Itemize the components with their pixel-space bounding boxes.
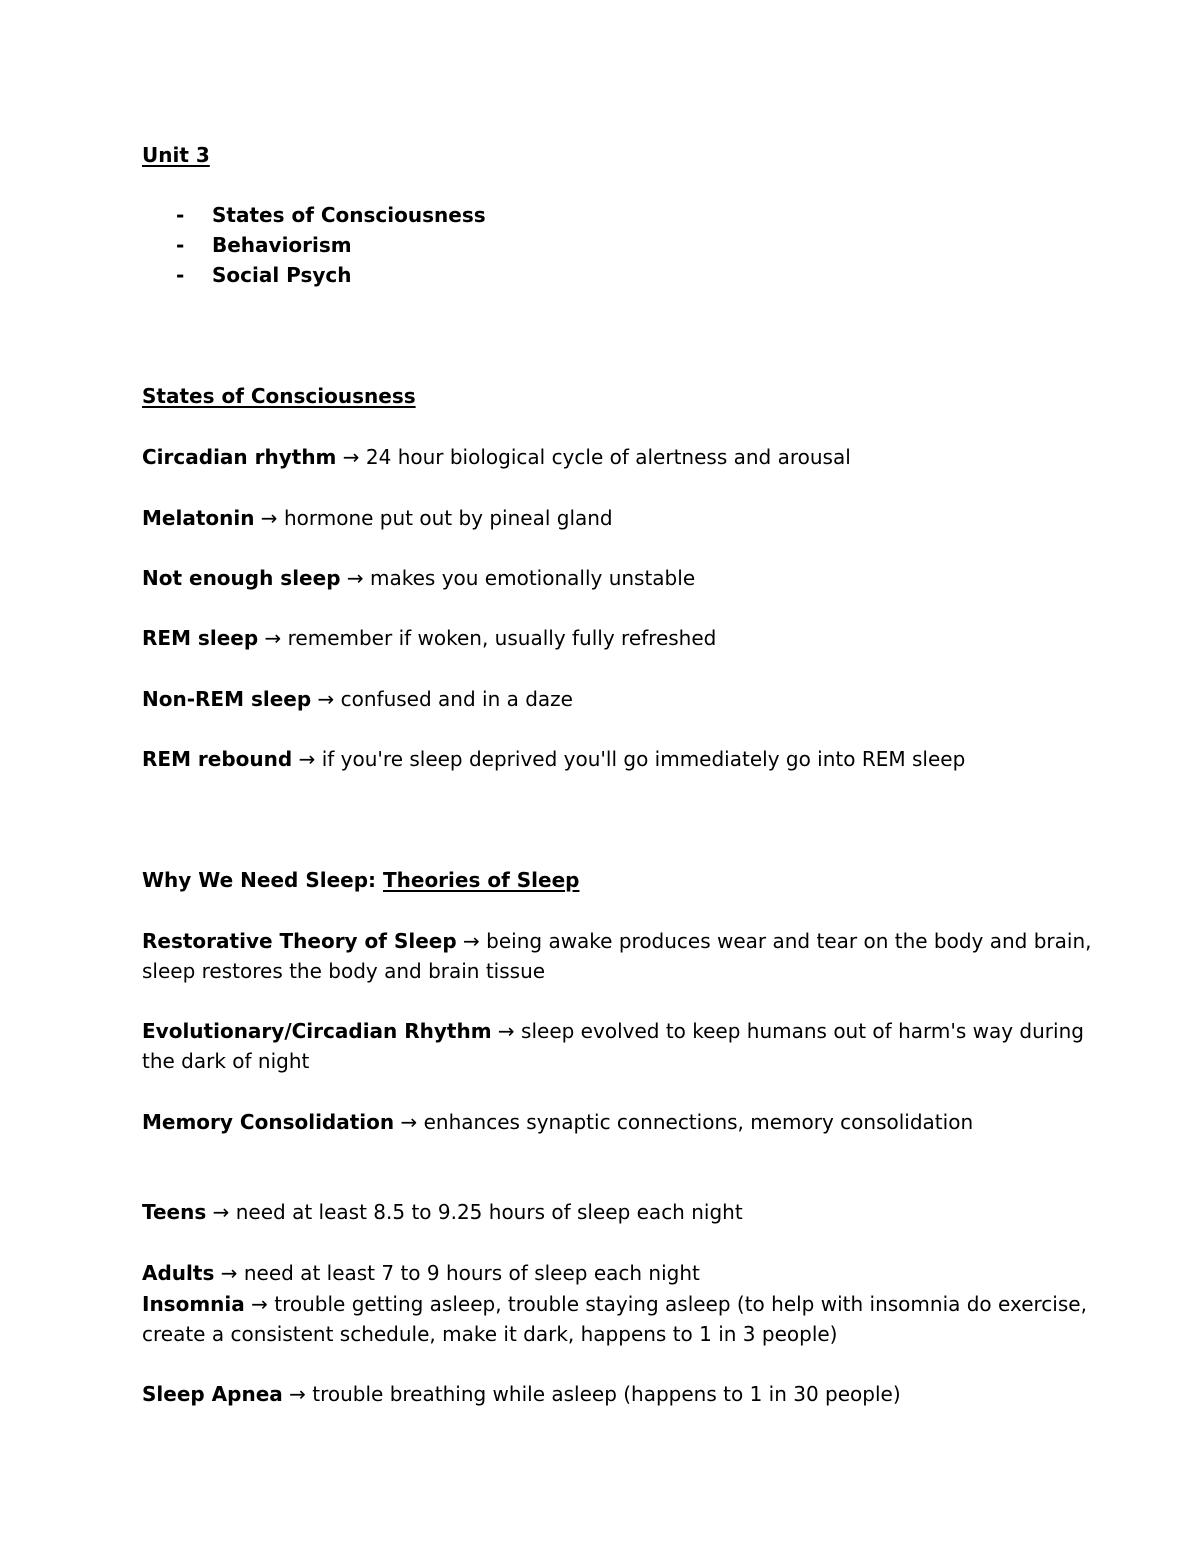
definition: trouble getting asleep, trouble staying asleep (to help with insomnia do exercise, create a consistent schedule, make it dark, happens to 1 in 3 people): [142, 1292, 1087, 1346]
section-heading-consciousness: States of Consciousness: [142, 384, 416, 408]
definition: remember if woken, usually fully refreshed: [287, 626, 717, 650]
definition: being awake produces wear and tear on the body and brain, sleep restores the body and brain tissue: [142, 929, 1092, 983]
bullet-dash: -: [176, 263, 185, 287]
definition-entry: [142, 1289, 1102, 1349]
section-heading-theories: [142, 865, 1102, 895]
term: Restorative Theory of Sleep: [142, 929, 457, 953]
term: Sleep Apnea: [142, 1382, 283, 1406]
definition-entry: [142, 1016, 1102, 1076]
definition-entry: [142, 1379, 1102, 1409]
heading-underlined: Theories of Sleep: [383, 868, 580, 892]
definition: need at least 8.5 to 9.25 hours of sleep each night: [235, 1200, 743, 1224]
arrow: →: [292, 747, 322, 771]
definition-entry: [142, 623, 1102, 653]
term: Circadian rhythm: [142, 445, 337, 469]
definition-entry: [142, 926, 1102, 986]
heading-prefix: Why We Need Sleep:: [142, 868, 383, 892]
arrow: →: [254, 506, 284, 530]
arrow: →: [282, 1382, 313, 1406]
definition-entry: [142, 1258, 1102, 1288]
definition-entry: [142, 1107, 1102, 1137]
definition: if you're sleep deprived you'll go immediately go into REM sleep: [321, 747, 966, 771]
definition-entry: [142, 563, 1102, 593]
term: Melatonin: [142, 506, 255, 530]
definition-entry: [142, 442, 1102, 472]
definition-entry: [142, 1197, 1102, 1227]
term: Insomnia: [142, 1292, 245, 1316]
term: Adults: [142, 1261, 215, 1285]
definition: enhances synaptic connections, memory consolidation: [423, 1110, 974, 1134]
definition: need at least 7 to 9 hours of sleep each night: [243, 1261, 700, 1285]
topic-label: States of Consciousness: [212, 203, 486, 227]
definition: hormone put out by pineal gland: [283, 506, 613, 530]
unit-title: Unit 3: [142, 143, 210, 167]
definition: 24 hour biological cycle of alertness and arousal: [365, 445, 851, 469]
term: REM rebound: [142, 747, 293, 771]
term: Teens: [142, 1200, 207, 1224]
definition-entry: [142, 744, 1102, 774]
definition: confused and in a daze: [340, 687, 573, 711]
arrow: →: [394, 1110, 424, 1134]
arrow: →: [340, 566, 370, 590]
arrow: →: [456, 929, 487, 953]
definition: makes you emotionally unstable: [370, 566, 696, 590]
definition: trouble breathing while asleep (happens to 1 in 30 people): [312, 1382, 901, 1406]
arrow: →: [311, 687, 341, 711]
bullet-dash: -: [176, 233, 185, 257]
term: Not enough sleep: [142, 566, 341, 590]
bullet-dash: -: [176, 203, 185, 227]
topic-label: Behaviorism: [212, 233, 352, 257]
definition-entry: [142, 503, 1102, 533]
arrow: →: [214, 1261, 244, 1285]
arrow: →: [206, 1200, 236, 1224]
term: Evolutionary/Circadian Rhythm: [142, 1019, 492, 1043]
arrow: →: [258, 626, 288, 650]
term: Non-REM sleep: [142, 687, 312, 711]
definition-entry: [142, 684, 1102, 714]
topic-label: Social Psych: [212, 263, 352, 287]
definition: sleep evolved to keep humans out of harm's way during the dark of night: [142, 1019, 1084, 1073]
term: Memory Consolidation: [142, 1110, 395, 1134]
term: REM sleep: [142, 626, 259, 650]
arrow: →: [491, 1019, 522, 1043]
arrow: →: [244, 1292, 275, 1316]
arrow: →: [336, 445, 366, 469]
